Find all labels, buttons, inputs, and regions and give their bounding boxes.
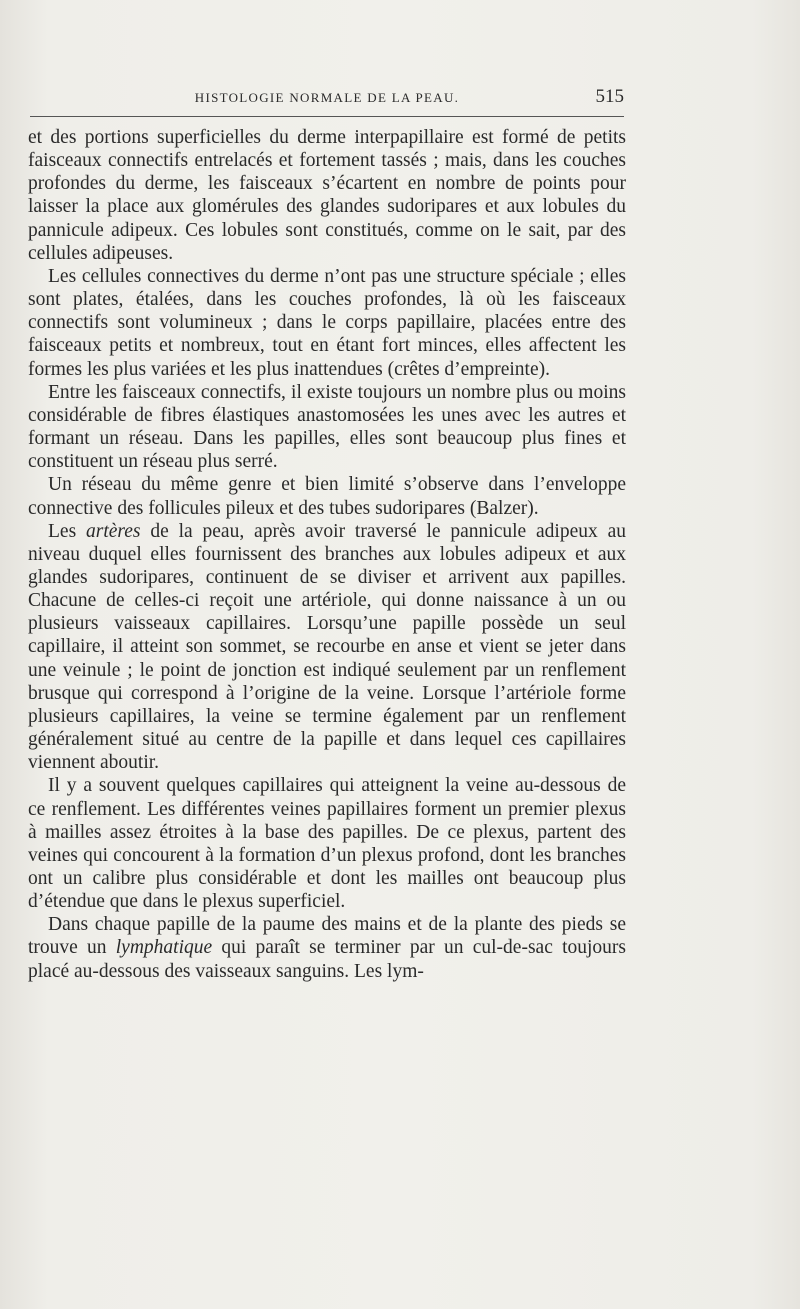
paragraph-2: Les cellules connectives du derme n’ont pas une structure spéciale ; elles sont plates, étalées, dans les couches profondes, là où les faisceaux connectifs sont volumineux ; dans le corps papillaire, placées entre des faisceaux petits et nombreux, tout en étant fort minces, elles affectent les formes les plus variées et les plus inattendues (crêtes d’empreinte).	[28, 265, 626, 380]
header-rule	[30, 116, 624, 117]
paragraph-5-rest: de la peau, après avoir traversé le pannicule adipeux au niveau duquel elles fournissent des branches aux lobules adipeux et aux glandes sudoripares, continuent de se diviser et arrivent aux papilles. Chacune de celles-ci reçoit une artériole, qui donne naissance à un ou plusieurs vaisseaux capillaires. Lorsqu’une papille possède un seul capillaire, il atteint son sommet, se recourbe en anse et vient se jeter dans une veinule ; le point de jonction est indiqué seulement par un renflement brusque qui correspond à l’origine de la veine. Lorsque l’artériole forme plusieurs capillaires, la veine se termine également par un renflement généralement situé au centre de la papille et dans lequel ces capillaires viennent aboutir.	[28, 520, 626, 774]
paragraph-1: et des portions superficielles du derme interpapillaire est formé de petits faisceaux connectifs entrelacés et fortement tassés ; mais, dans les couches profondes du derme, les faisceaux s’écartent en nombre de points pour laisser la place aux glomérules des glandes sudoripares et aux lobules du pannicule adipeux. Ces lobules sont constitués, comme on le sait, par des cellules adipeuses.	[28, 127, 626, 264]
paragraph-7-start: Dans chaque papille de la paume des mains et de la plante des pieds se trouve un	[28, 914, 626, 959]
body-text	[28, 126, 626, 983]
paragraph-7-rest: qui paraît se terminer par un cul-de-sac toujours placé au-dessous des vaisseaux sanguins. Les lym-	[28, 937, 626, 982]
paragraph-6: Il y a souvent quelques capillaires qui atteignent la veine au-dessous de ce renflement. Les différentes veines papillaires forment un premier plexus à mailles assez étroites à la base des papilles. De ce plexus, partent des veines qui concourent à la formation d’un plexus profond, dont les branches ont un calibre plus considérable et dont les mailles ont beaucoup plus d’étendue que dans le plexus superficiel.	[28, 775, 626, 913]
running-head	[30, 86, 624, 108]
paragraph-5-start: Les	[48, 520, 86, 542]
paragraph-4: Un réseau du même genre et bien limité s’observe dans l’enveloppe connective des follicules pileux et des tubes sudoripares (Balzer).	[28, 474, 626, 519]
running-title: HISTOLOGIE NORMALE DE LA PEAU.	[194, 90, 460, 105]
page-number: 515	[595, 86, 624, 107]
paragraph-5	[28, 520, 626, 775]
term-lymphatique: lymphatique	[115, 937, 213, 959]
paragraph-3: Entre les faisceaux connectifs, il existe toujours un nombre plus ou moins considérable de fibres élastiques anastomosées les unes avec les autres et formant un réseau. Dans les papilles, elles sont beaucoup plus fines et constituent un réseau plus serré.	[28, 381, 626, 473]
paragraph-7	[28, 913, 626, 982]
term-arteres: artères	[86, 520, 141, 542]
